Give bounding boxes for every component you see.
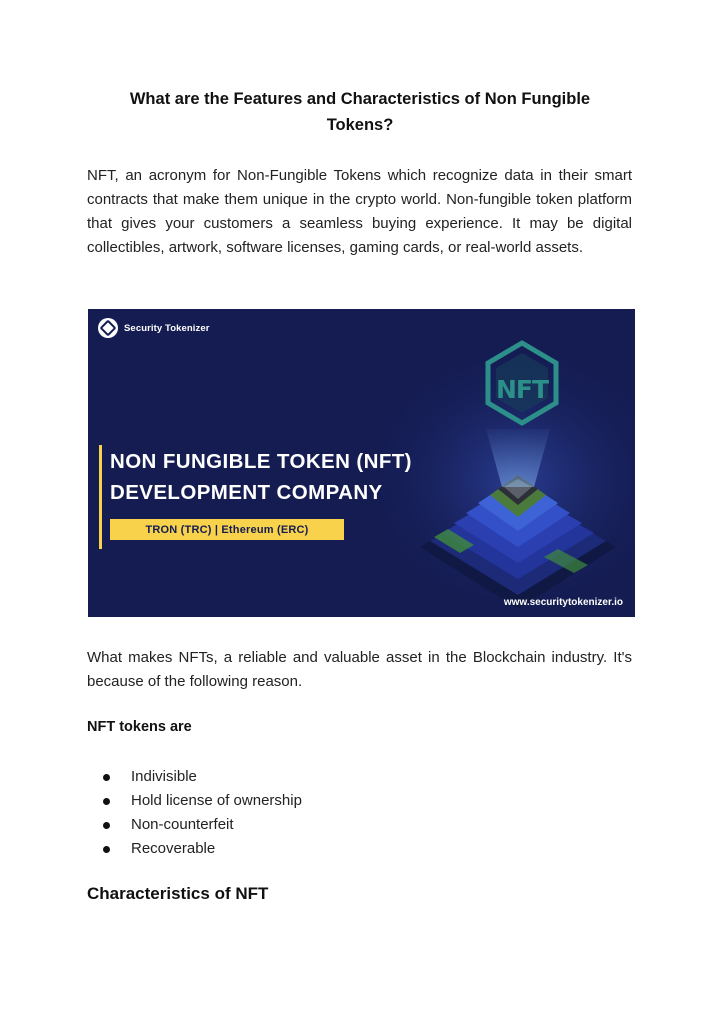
reason-paragraph: What makes NFTs, a reliable and valuable asset in the Blockchain industry. It's because of the following reason. xyxy=(87,649,632,690)
banner-heading-line1: NON FUNGIBLE TOKEN (NFT) xyxy=(110,450,412,473)
website-url: www.securitytokenizer.io xyxy=(503,597,623,608)
brand xyxy=(98,318,210,338)
list-item-text: Indivisible xyxy=(131,768,197,785)
intro-paragraph: NFT, an acronym for Non-Fungible Tokens which recognize data in their smart contracts that make them unique in the crypto world. Non-fungible token platform that gives your customers a seamless buying experience. It may be digital collectibles, artwork, software licenses, gaming cards, or real-world assets. xyxy=(87,167,632,256)
bullet-icon xyxy=(103,774,110,781)
brand-name: Security Tokenizer xyxy=(124,322,210,334)
list-item xyxy=(103,765,302,789)
security-tokenizer-logo-icon xyxy=(98,318,118,338)
token-standards-chip: TRON (TRC) | Ethereum (ERC) xyxy=(110,519,344,540)
bullet-icon xyxy=(103,822,110,829)
list-heading: NFT tokens are xyxy=(87,719,192,735)
list-item xyxy=(103,813,302,837)
bullet-list xyxy=(103,765,302,861)
section-heading: Characteristics of NFT xyxy=(87,884,269,903)
banner-image xyxy=(88,309,635,617)
nft-emblem-text: NFT xyxy=(495,375,549,404)
bullet-icon xyxy=(103,846,110,853)
list-item xyxy=(103,789,302,813)
accent-bar xyxy=(99,445,102,549)
list-item-text: Recoverable xyxy=(131,840,216,857)
bullet-icon xyxy=(103,798,110,805)
list-item xyxy=(103,837,302,861)
list-item-text: Non-counterfeit xyxy=(131,816,234,833)
page-title: What are the Features and Characteristics of Non Fungible Tokens? xyxy=(129,90,591,134)
list-item-text: Hold license of ownership xyxy=(131,792,302,809)
banner-heading-line2: DEVELOPMENT COMPANY xyxy=(110,481,383,504)
